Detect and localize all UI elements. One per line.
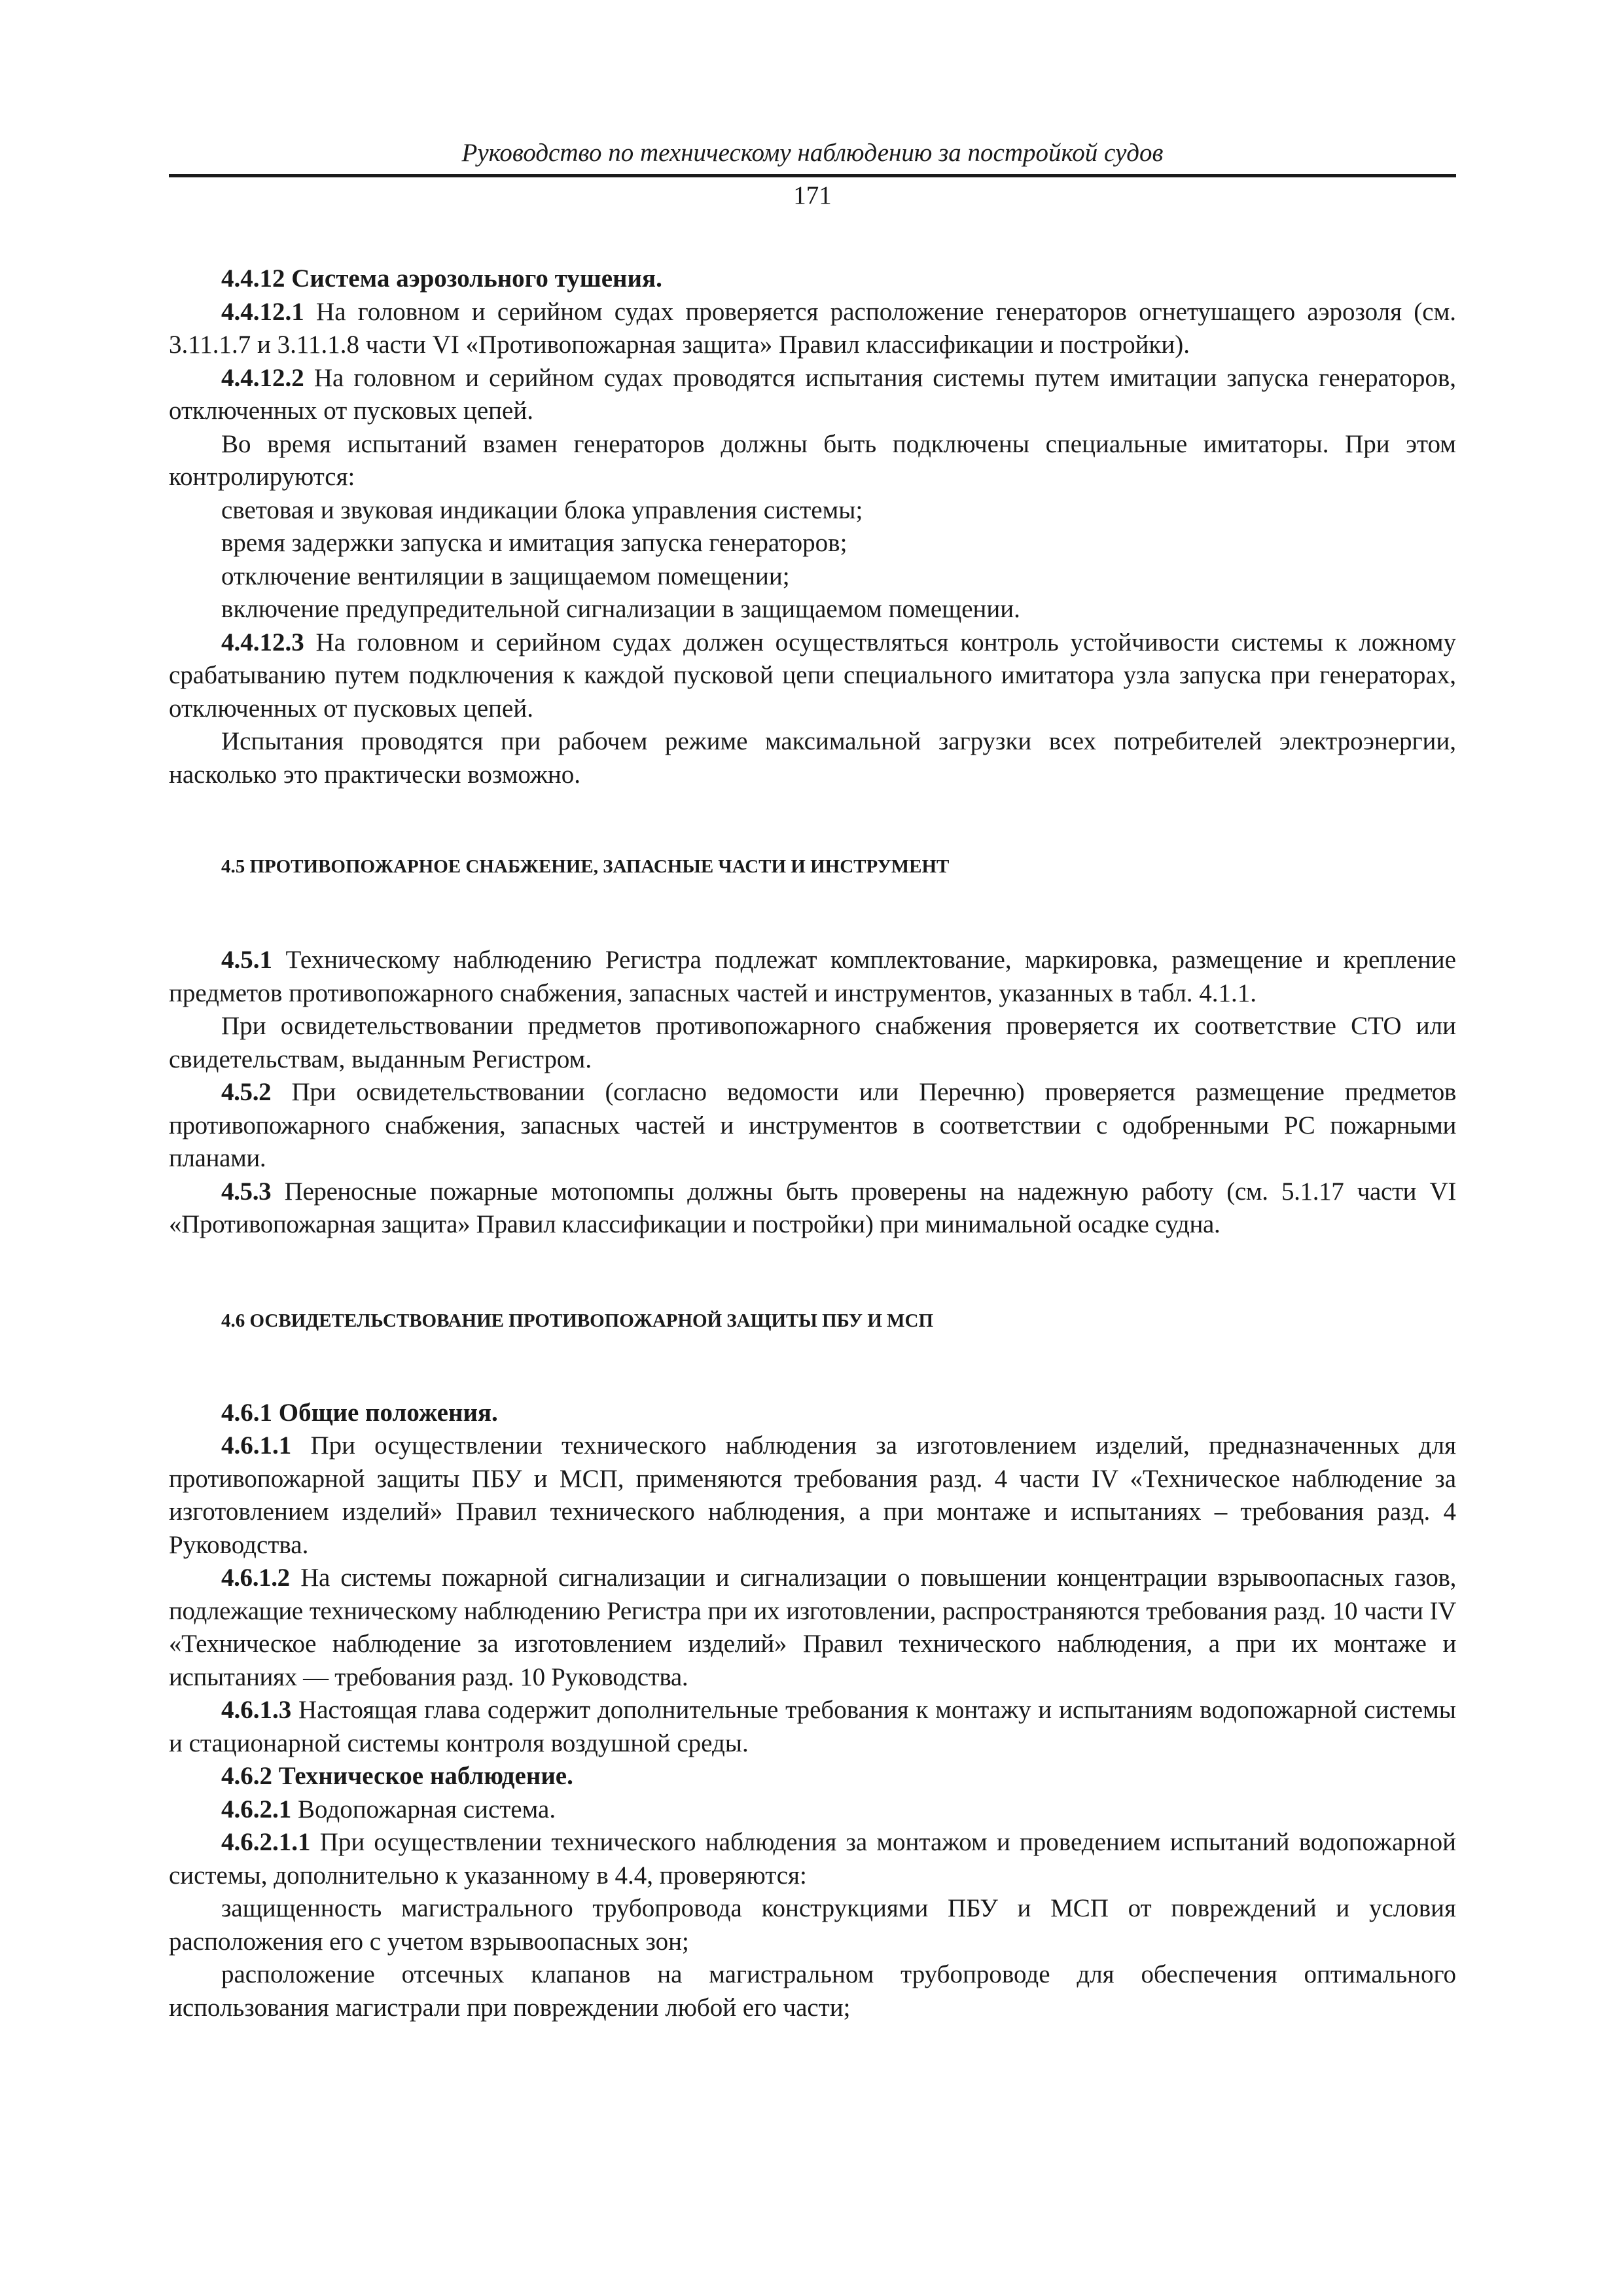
subsection-title-4-6-2 — [169, 1760, 1456, 1793]
paragraph-simulators: Во время испытаний взамен генераторов должны быть подключены специальные имитаторы. При этом контролируются: — [169, 429, 1456, 491]
paragraph-text: Переносные пожарные мотопомпы должны быть проверены на надежную работу (см. 5.1.17 части VI «Противопожарная защита» Правил классификации и постройки) при минимальной осадке судна. — [169, 1177, 1456, 1238]
spacer — [169, 880, 1456, 944]
clause-number: 4.6.2.1.1 — [221, 1828, 311, 1856]
page — [169, 137, 1456, 2024]
paragraph-tests-load: Испытания проводятся при рабочем режиме максимальной загрузки всех потребителей электроэнергии, насколько это практически возможно. — [169, 727, 1456, 789]
spacer — [169, 1242, 1456, 1308]
section-heading-4-6: 4.6 ОСВИДЕТЕЛЬСТВОВАНИЕ ПРОТИВОПОЖАРНОЙ ЗАЩИТЫ ПБУ И МСП — [221, 1310, 934, 1331]
paragraph-4-6-1-1 — [169, 1429, 1456, 1562]
paragraph-survey-sto: При освидетельствовании предметов противопожарного снабжения проверяется их соответствие СТО или свидетельствам, выданным Регистром. — [169, 1012, 1456, 1073]
subsection-title: Общие положения. — [278, 1398, 498, 1427]
clause-number: 4.6.1.3 — [221, 1696, 292, 1724]
paragraph-4-6-2-1-1 — [169, 1826, 1456, 1892]
running-title: Руководство по техническому наблюдению за постройкой судов — [461, 139, 1164, 167]
document-body — [169, 262, 1456, 2024]
paragraph-text: Водопожарная система. — [298, 1795, 556, 1823]
spacer — [169, 791, 1456, 853]
clause-number: 4.6.1.1 — [221, 1431, 292, 1460]
paragraph-4-6-1-3 — [169, 1694, 1456, 1760]
list-item: включение предупредительной сигнализации в защищаемом помещении. — [221, 595, 1020, 623]
subsection-title-4-4-12 — [169, 262, 1456, 296]
subsection-title-4-6-1 — [169, 1397, 1456, 1430]
subsection-title: Система аэрозольного тушения. — [291, 264, 662, 293]
list-item: отключение вентиляции в защищаемом помещении; — [221, 562, 790, 590]
paragraph-text: На головном и серийном судах должен осуществляться контроль устойчивости системы к ложному срабатыванию путем подключения к каждой пусковой цепи специального имитатора узла запуска при генераторах, отключенных от пусковых цепей. — [169, 628, 1457, 723]
paragraph-text: На головном и серийном судах проводятся испытания системы путем имитации запуска генераторов, отключенных от пусковых цепей. — [169, 363, 1457, 425]
paragraph-4-5-1 — [169, 944, 1456, 1010]
clause-number: 4.4.12.3 — [221, 628, 304, 656]
subsection-number: 4.4.12 — [221, 264, 285, 293]
list-item: световая и звуковая индикации блока управления системы; — [221, 495, 863, 524]
clause-number: 4.5.3 — [221, 1177, 272, 1206]
paragraph-text: На головном и серийном судах проверяется расположение генераторов огнетушащего аэрозоля (см. 3.11.1.7 и 3.11.1.8 части VI «Противопожарная защита» Правил классификации и постройки). — [169, 297, 1457, 359]
paragraph-4-4-12-1 — [169, 296, 1456, 362]
paragraph-4-6-1-2 — [169, 1562, 1456, 1694]
header-rule — [169, 174, 1456, 177]
clause-number: 4.4.12.2 — [221, 363, 304, 392]
paragraph-text: Техническому наблюдению Регистра подлежат комплектование, маркировка, размещение и крепление предметов противопожарного снабжения, запасных частей и инструментов, указанных в табл. 4.1.1. — [169, 946, 1456, 1007]
subsection-number: 4.6.2 — [221, 1762, 272, 1790]
clause-number: 4.6.2.1 — [221, 1795, 292, 1823]
paragraph-4-4-12-3 — [169, 626, 1456, 726]
paragraph-text: На системы пожарной сигнализации и сигнализации о повышении концентрации взрывоопасных газов, подлежащие техническому наблюдению Регистра при их изготовлении, распространяются требования разд. 10 части IV «Техническое наблюдение за изготовлением изделий» Правил технического наблюдения, а при их монтаже и испытаниях — требования разд. 10 Руководства. — [169, 1564, 1457, 1691]
subsection-title: Техническое наблюдение. — [278, 1762, 573, 1790]
page-number: 171 — [793, 181, 832, 209]
paragraph-text: Настоящая глава содержит дополнительные требования к монтажу и испытаниям водопожарной системы и стационарной системы контроля воздушной среды. — [169, 1696, 1456, 1757]
paragraph-4-5-2 — [169, 1076, 1456, 1175]
subsection-number: 4.6.1 — [221, 1398, 272, 1427]
clause-number: 4.6.1.2 — [221, 1564, 290, 1592]
paragraph-text: При освидетельствовании (согласно ведомости или Перечню) проверяется размещение предметов противопожарного снабжения, запасных частей и инструментов в соответствии с одобренными РС пожарными планами. — [169, 1078, 1456, 1172]
paragraph-pipeline-protection: защищенность магистрального трубопровода конструкциями ПБУ и МСП от повреждений и условия расположения его с учетом взрывоопасных зон; — [169, 1894, 1456, 1956]
list-item: время задержки запуска и имитация запуска генераторов; — [221, 529, 847, 557]
paragraph-text: При осуществлении технического наблюдения за монтажом и проведением испытаний водопожарной системы, дополнительно к указанному в 4.4, проверяются: — [169, 1828, 1456, 1890]
paragraph-valves-location: расположение отсечных клапанов на магистральном трубопроводе для обеспечения оптимального использования магистрали при повреждении любой его части; — [169, 1960, 1456, 2022]
paragraph-4-5-3 — [169, 1175, 1456, 1242]
paragraph-4-6-2-1 — [169, 1793, 1456, 1827]
spacer — [169, 1334, 1456, 1397]
paragraph-text: При осуществлении технического наблюдения за изготовлением изделий, предназначенных для противопожарной защиты ПБУ и МСП, применяются требования разд. 4 части IV «Техническое наблюдение за изготовлением изделий» Правил технического наблюдения, а при монтаже и испытаниях – требования разд. 4 Руководства. — [169, 1431, 1457, 1559]
clause-number: 4.5.2 — [221, 1078, 272, 1106]
clause-number: 4.4.12.1 — [221, 297, 304, 326]
clause-number: 4.5.1 — [221, 946, 272, 974]
section-heading-4-5: 4.5 ПРОТИВОПОЖАРНОЕ СНАБЖЕНИЕ, ЗАПАСНЫЕ ЧАСТИ И ИНСТРУМЕНТ — [221, 856, 950, 877]
paragraph-4-4-12-2 — [169, 362, 1456, 428]
